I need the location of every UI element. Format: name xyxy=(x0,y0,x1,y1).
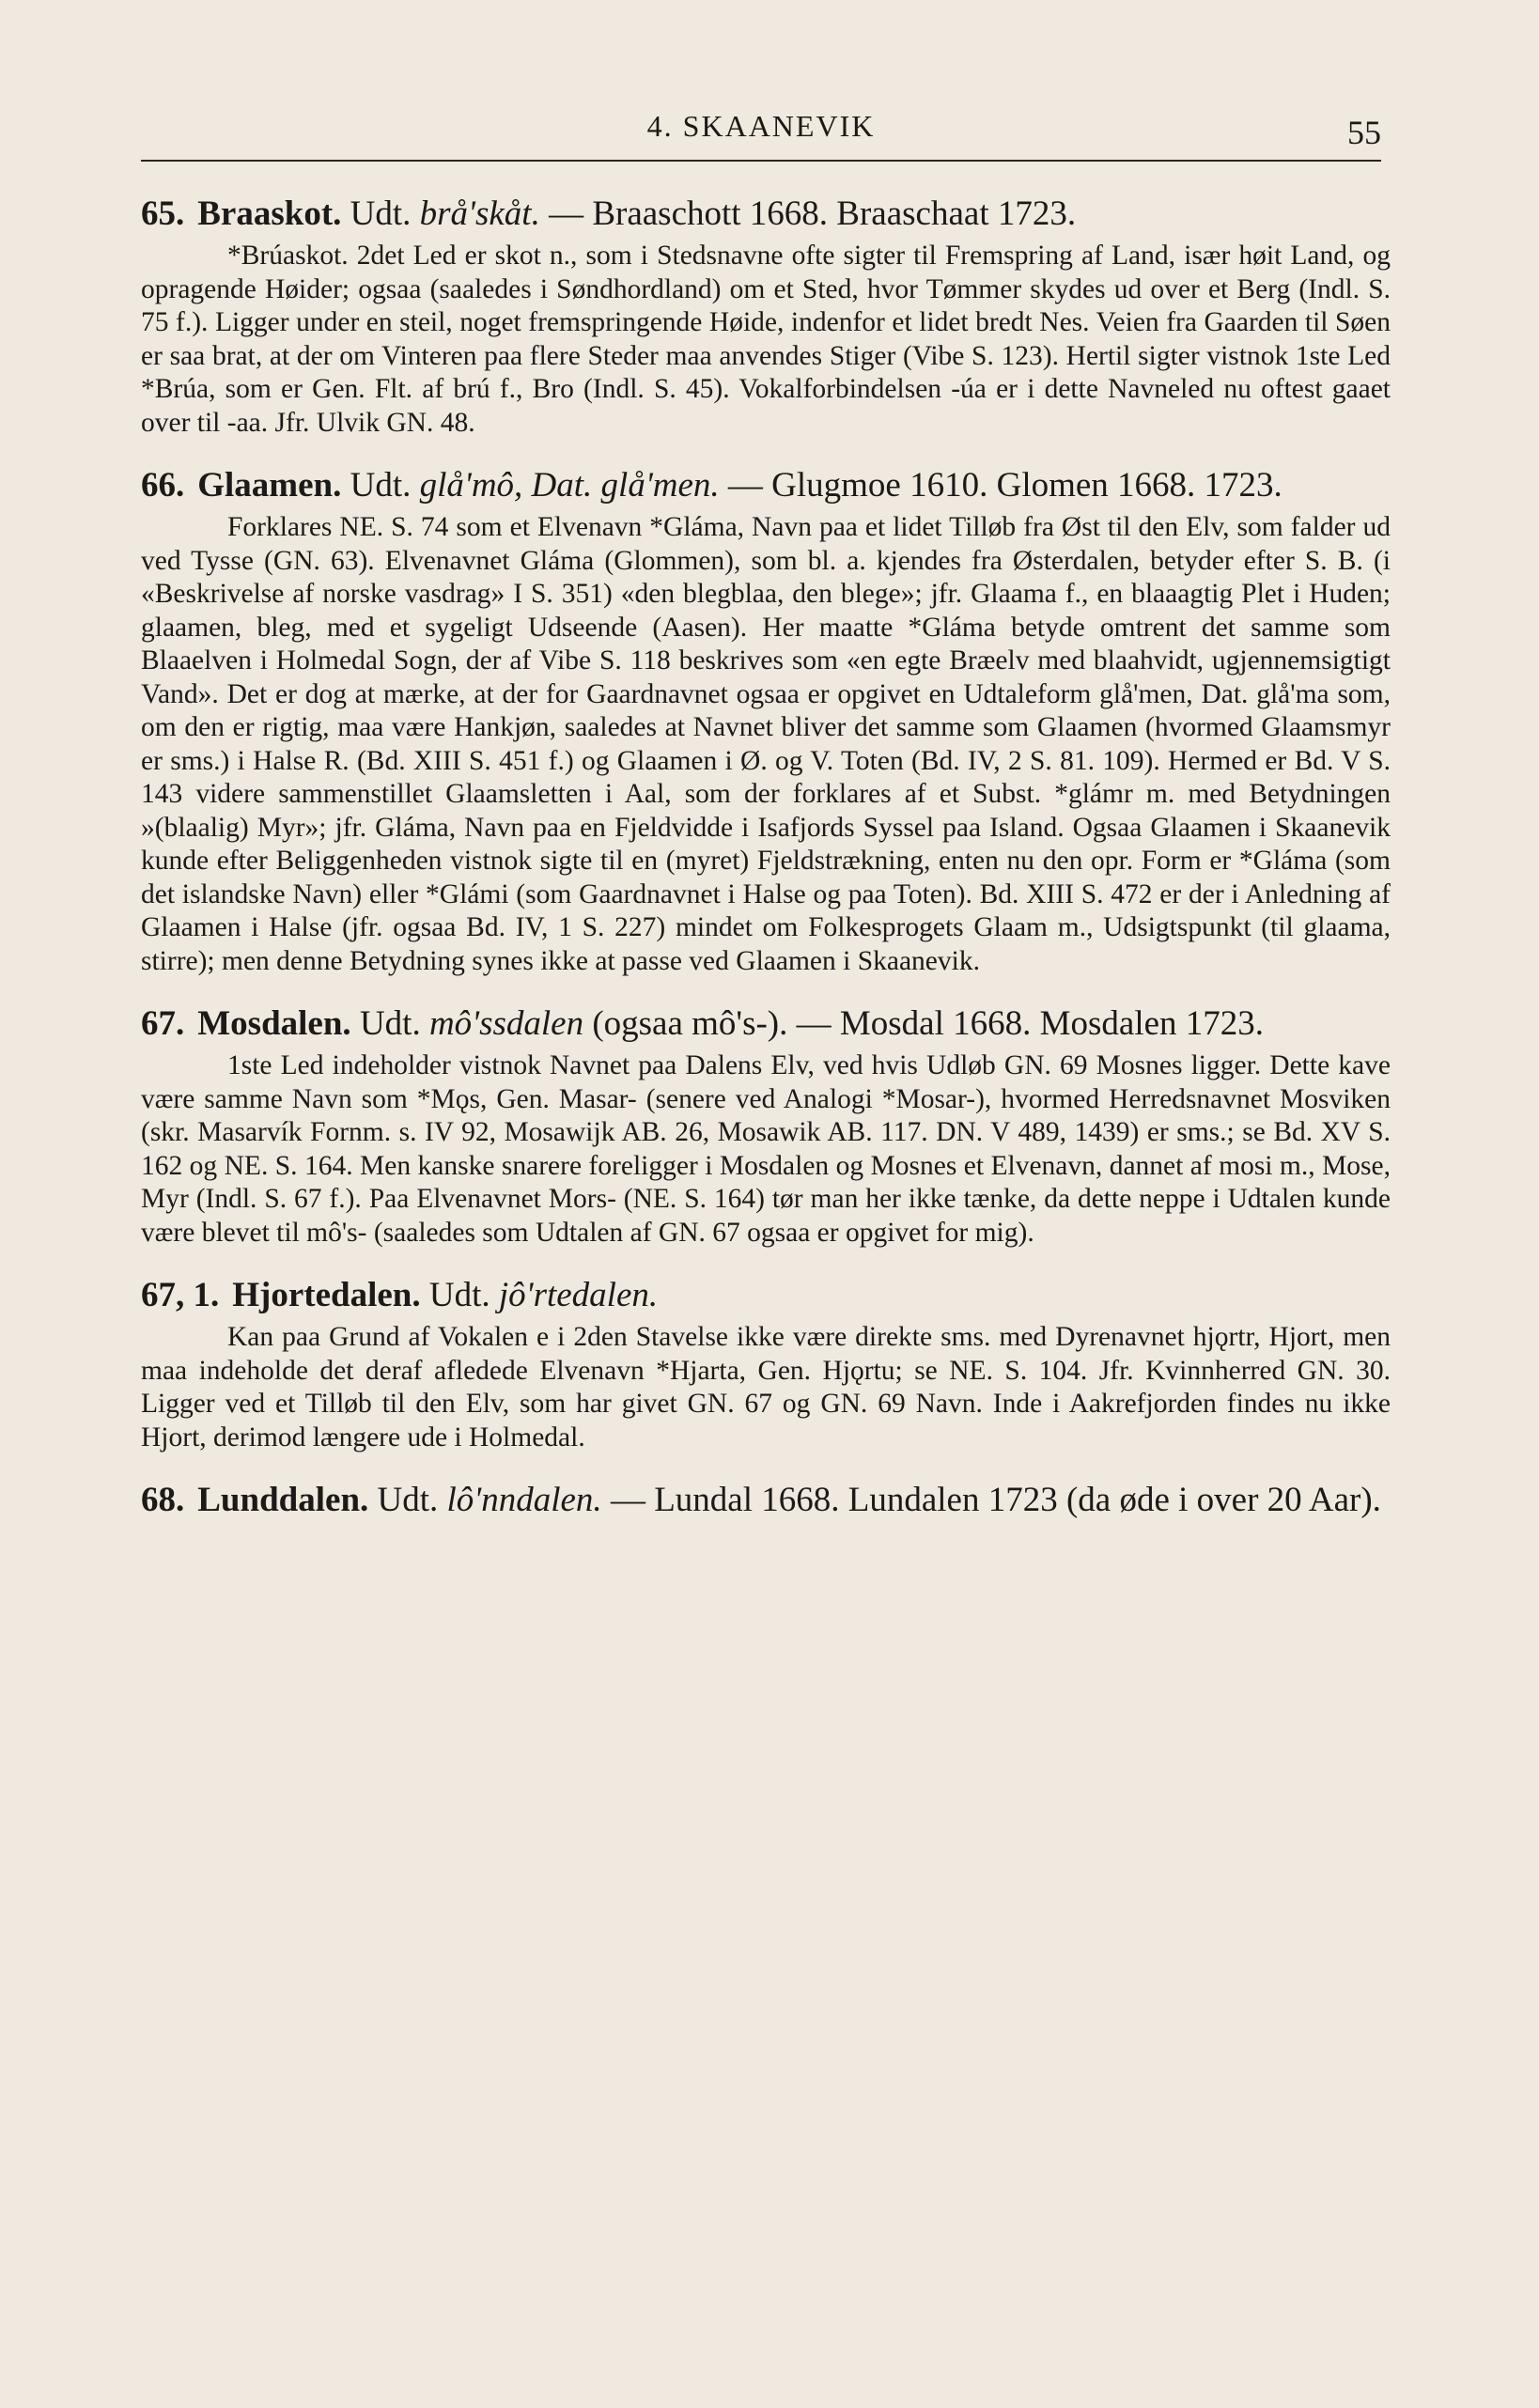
entry-68 xyxy=(141,1479,1391,1522)
entry-heading xyxy=(141,1002,1391,1046)
entry-name: Lunddalen. xyxy=(197,1481,369,1519)
entry-udt: Udt. xyxy=(359,1004,421,1043)
entry-pronunciation: glå'mô, Dat. glå'men. xyxy=(419,466,720,505)
entry-udt: Udt. xyxy=(350,466,412,505)
entry-pronunciation: brå'skåt. xyxy=(419,194,540,233)
entry-number: 65. xyxy=(141,194,185,233)
entry-pronunciation: mô'ssdalen xyxy=(428,1004,584,1043)
header-rule xyxy=(141,160,1381,162)
entry-heading xyxy=(141,193,1391,236)
entry-udt: Udt. xyxy=(377,1481,439,1519)
entry-text: Forklares NE. S. 74 som et Elvenavn *Gláma, Navn paa et lidet Tilløb fra Øst til den Elv, som falder ud ved Tysse (GN. 63). Elvenavnet Gláma (Glommen), som bl. a. kjendes fra Østerdalen, betyder efter S. B. (i «Beskrivelse af norske vasdrag» I S. 351) «den blegblaa, den blege»; jfr. Glaama f., en blaaagtig Plet i Huden; glaamen, bleg, med et sygeligt Udseende (Aasen). Her maatte *Gláma betyde omtrent det samme som Blaaelven i Holmedal Sogn, der af Vibe S. 118 beskrives som «en egte Bræelv med blaahvidt, ugjennemsigtigt Vand». Det er dog at mærke, at der for Gaardnavnet ogsaa er opgivet en Udtaleform glå'men, Dat. glå'ma som, om den er rigtig, maa være Hankjøn, saaledes at Navnet bliver det samme som Glaamen (hvormed Glaamsmyr er sms.) i Halse R. (Bd. XIII S. 451 f.) og Glaamen i Ø. og V. Toten (Bd. IV, 2 S. 81. 109). Hermed er Bd. V S. 143 videre sammenstillet Glaamsletten i Aal, som der forklares af et Subst. *glámr m. med Betydningen »(blaalig) Myr»; jfr. Gláma, Navn paa en Fjeldvidde i Isafjords Syssel paa Island. Ogsaa Glaamen i Skaanevik kunde efter Beliggenheden vistnok sigte til en (myret) Fjeldstrækning, enten nu den opr. Form er *Gláma (som det islandske Navn) eller *Glámi (som Gaardnavnet i Halse og paa Toten). Bd. XIII S. 472 er der i Anledning af Glaamen i Halse (jfr. ogsaa Bd. IV, 1 S. 227) mindet om Folkesprogets Glaam m., Udsigtspunkt (til glaama, stirre); men denne Betydning synes ikke at passe ved Glaamen i Skaanevik. xyxy=(141,512,1391,976)
entry-number: 67. xyxy=(141,1004,185,1043)
entry-heading xyxy=(141,464,1391,507)
entry-udt: Udt. xyxy=(350,194,412,233)
entry-historic-forms: — Lundal 1668. Lundalen 1723 (da øde i over 20 Aar). xyxy=(610,1481,1381,1519)
entry-name: Mosdalen. xyxy=(197,1004,351,1043)
entry-name: Glaamen. xyxy=(197,466,342,505)
entry-heading xyxy=(141,1479,1391,1522)
entry-udt: Udt. xyxy=(428,1276,490,1314)
entry-historic-forms: (ogsaa mô's-). — Mosdal 1668. Mosdalen 1723. xyxy=(592,1004,1265,1043)
entry-pronunciation: jô'rtedalen. xyxy=(498,1276,659,1314)
entry-name: Hjortedalen. xyxy=(232,1276,421,1314)
entry-65 xyxy=(141,193,1391,440)
running-header xyxy=(141,105,1381,162)
chapter-title: 4. SKAANEVIK xyxy=(646,109,876,143)
entry-number: 66. xyxy=(141,466,185,505)
entry-historic-forms: — Glugmoe 1610. Glomen 1668. 1723. xyxy=(727,466,1282,505)
entry-text: Kan paa Grund af Vokalen e i 2den Stavelse ikke være direkte sms. med Dyrenavnet hjǫrtr, Hjort, men maa indeholde det deraf afledede Elvenavn *Hjarta, Gen. Hjǫrtu; se NE. S. 104. Jfr. Kvinnherred GN. 30. Ligger ved et Tilløb til den Elv, som har givet GN. 67 og GN. 69 Navn. Inde i Aakrefjorden findes nu ikke Hjort, derimod længere ude i Holmedal. xyxy=(141,1322,1391,1453)
entry-text: 1ste Led indeholder vistnok Navnet paa Dalens Elv, ved hvis Udløb GN. 69 Mosnes ligger. Dette kave være samme Navn som *Mǫs, Gen. Masar- (senere ved Analogi *Mosar-), hvormed Herredsnavnet Mosviken (skr. Masarvík Fornm. s. IV 92, Mosawijk AB. 26, Mosawik AB. 117. DN. V 489, 1439) er sms.; se Bd. XV S. 162 og NE. S. 164. Men kanske snarere foreligger i Mosdalen og Mosnes et Elvenavn, dannet af mosi m., Mose, Myr (Indl. S. 67 f.). Paa Elvenavnet Mors- (NE. S. 164) tør man her ikke tænke, da dette neppe i Udtalen kunde være blevet til mô's- (saaledes som Udtalen af GN. 67 ogsaa er opgivet for mig). xyxy=(141,1050,1391,1248)
entry-name: Braaskot. xyxy=(197,194,342,233)
entry-historic-forms: — Braaschott 1668. Braaschaat 1723. xyxy=(549,194,1077,233)
entry-number: 68. xyxy=(141,1481,185,1519)
entry-text: *Brúaskot. 2det Led er skot n., som i Stedsnavne ofte sigter til Fremspring af Land, især høit Land, og opragende Høider; ogsaa (saaledes i Søndhordland) om et Sted, hvor Tømmer skydes ud over et Berg (Indl. S. 75 f.). Ligger under en steil, noget fremspringende Høide, indenfor et lidet bredt Nes. Veien fra Gaarden til Søen er saa brat, at der om Vinteren paa flere Steder maa anvendes Stiger (Vibe S. 123). Hertil sigter vistnok 1ste Led *Brúa, som er Gen. Flt. af brú f., Bro (Indl. S. 45). Vokalforbindelsen -úa er i dette Navneled nu oftest gaaet over til -aa. Jfr. Ulvik GN. 48. xyxy=(141,241,1391,438)
entry-heading xyxy=(141,1274,1391,1317)
entry-number: 67, 1. xyxy=(141,1276,220,1314)
page-number: 55 xyxy=(1347,114,1381,151)
page-body xyxy=(141,193,1391,1546)
entry-67-1 xyxy=(141,1274,1391,1454)
entry-pronunciation: lô'nndalen. xyxy=(446,1481,602,1519)
entry-67 xyxy=(141,1002,1391,1250)
entry-66 xyxy=(141,464,1391,978)
